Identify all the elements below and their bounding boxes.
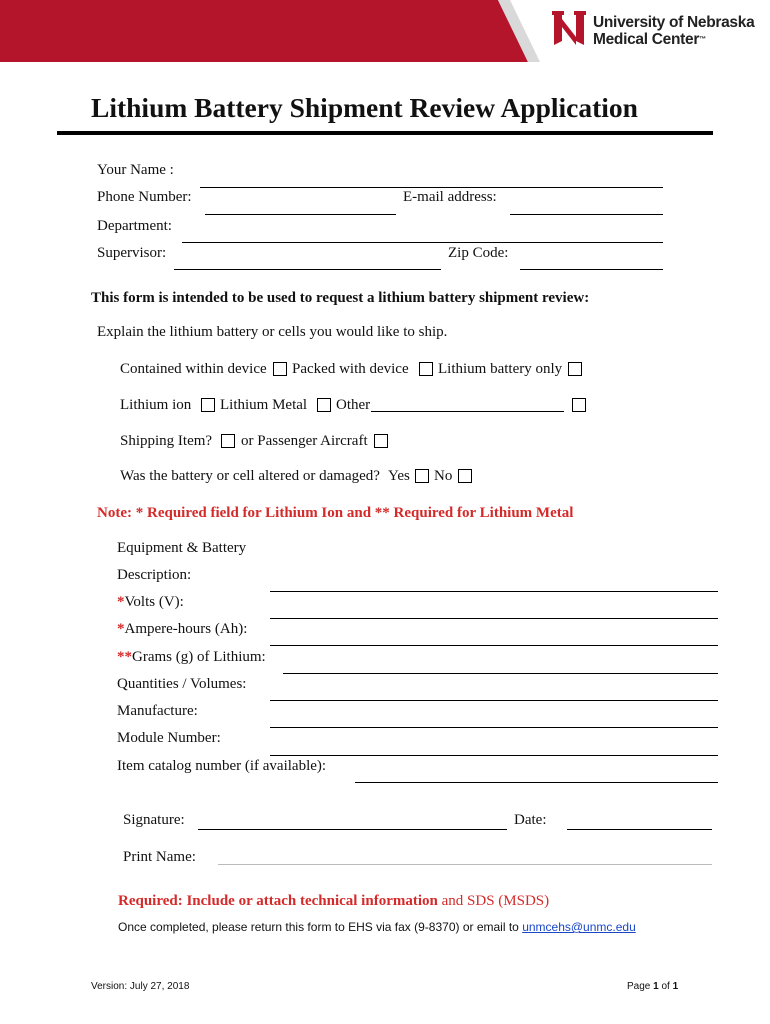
yes-label: Yes bbox=[388, 468, 410, 484]
shipping-item-checkbox[interactable] bbox=[221, 434, 235, 448]
university-name-line2: Medical Center™ bbox=[593, 31, 706, 48]
zip-label: Zip Code: bbox=[448, 245, 509, 261]
lithium-ion-label: Lithium ion bbox=[120, 397, 192, 413]
passenger-aircraft-label: or Passenger Aircraft bbox=[241, 433, 368, 449]
volts-field[interactable] bbox=[270, 618, 718, 619]
print-name-label: Print Name: bbox=[123, 849, 196, 865]
packed-label: Packed with device bbox=[292, 361, 409, 377]
lithium-metal-checkbox[interactable] bbox=[317, 398, 331, 412]
other-checkbox[interactable] bbox=[572, 398, 586, 412]
shipping-item-label: Shipping Item? bbox=[120, 433, 213, 449]
intent-statement: This form is intended to be used to request a lithium battery shipment review: bbox=[91, 290, 590, 306]
module-label: Module Number: bbox=[117, 730, 221, 746]
university-name bbox=[593, 14, 754, 48]
no-checkbox[interactable] bbox=[458, 469, 472, 483]
lithium-ion-checkbox[interactable] bbox=[201, 398, 215, 412]
module-field[interactable] bbox=[270, 755, 718, 756]
ehs-email-link[interactable]: unmcehs@unmc.edu bbox=[522, 920, 636, 934]
volts-label: *Volts (V): bbox=[117, 594, 184, 610]
catalog-label: Item catalog number (if available): bbox=[117, 758, 327, 774]
yes-checkbox[interactable] bbox=[415, 469, 429, 483]
quantities-field[interactable] bbox=[270, 700, 718, 701]
passenger-aircraft-checkbox[interactable] bbox=[374, 434, 388, 448]
quantities-label: Quantities / Volumes: bbox=[117, 676, 247, 692]
battery-only-label: Lithium battery only bbox=[438, 361, 563, 377]
your-name-label: Your Name : bbox=[97, 162, 174, 178]
explain-instruction: Explain the lithium battery or cells you would like to ship. bbox=[97, 324, 448, 340]
required-note: Note: * Required field for Lithium Ion and ** Required for Lithium Metal bbox=[97, 505, 574, 521]
required-marker: ** bbox=[117, 649, 132, 665]
contained-label: Contained within device bbox=[120, 361, 267, 377]
university-name-line1: University of Nebraska bbox=[593, 14, 755, 31]
title-divider bbox=[57, 131, 713, 135]
required-marker: * bbox=[117, 594, 125, 610]
catalog-field[interactable] bbox=[355, 782, 718, 783]
required-marker: * bbox=[117, 621, 125, 637]
amp-hours-label: *Ampere-hours (Ah): bbox=[117, 621, 248, 637]
supervisor-field[interactable] bbox=[174, 269, 441, 270]
required-attach-note: Required: Include or attach technical information and SDS (MSDS) bbox=[118, 893, 550, 909]
equipment-heading: Equipment & Battery bbox=[117, 540, 247, 556]
header-banner bbox=[0, 0, 770, 62]
date-label: Date: bbox=[514, 812, 547, 828]
grams-field[interactable] bbox=[283, 673, 718, 674]
email-label: E-mail address: bbox=[403, 189, 497, 205]
amp-hours-field[interactable] bbox=[270, 645, 718, 646]
manufacture-label: Manufacture: bbox=[117, 703, 198, 719]
department-label: Department: bbox=[97, 218, 172, 234]
date-field[interactable] bbox=[567, 829, 712, 830]
signature-label: Signature: bbox=[123, 812, 185, 828]
unmc-logo-icon bbox=[552, 11, 586, 45]
altered-question: Was the battery or cell altered or damaged? bbox=[120, 468, 380, 484]
no-label: No bbox=[434, 468, 453, 484]
page-title: Lithium Battery Shipment Review Application bbox=[91, 92, 638, 123]
print-name-field[interactable] bbox=[218, 864, 712, 865]
signature-field[interactable] bbox=[198, 829, 507, 830]
contained-checkbox[interactable] bbox=[273, 362, 287, 376]
grams-label: **Grams (g) of Lithium: bbox=[117, 649, 266, 665]
description-field[interactable] bbox=[270, 591, 718, 592]
return-instructions: Once completed, please return this form to EHS via fax (9-8370) or email to unmcehs@unmc.edu bbox=[118, 920, 636, 934]
zip-field[interactable] bbox=[520, 269, 663, 270]
page-number: Page 1 of 1 bbox=[627, 981, 679, 992]
description-label: Description: bbox=[117, 567, 192, 583]
other-field[interactable] bbox=[371, 411, 564, 412]
packed-checkbox[interactable] bbox=[419, 362, 433, 376]
version-text: Version: July 27, 2018 bbox=[91, 981, 190, 992]
manufacture-field[interactable] bbox=[270, 727, 718, 728]
your-name-field[interactable] bbox=[200, 187, 663, 188]
phone-field[interactable] bbox=[205, 214, 396, 215]
department-field[interactable] bbox=[182, 242, 663, 243]
battery-only-checkbox[interactable] bbox=[568, 362, 582, 376]
supervisor-label: Supervisor: bbox=[97, 245, 167, 261]
email-field[interactable] bbox=[510, 214, 663, 215]
other-label: Other bbox=[336, 397, 371, 413]
lithium-metal-label: Lithium Metal bbox=[220, 397, 308, 413]
phone-label: Phone Number: bbox=[97, 189, 192, 205]
